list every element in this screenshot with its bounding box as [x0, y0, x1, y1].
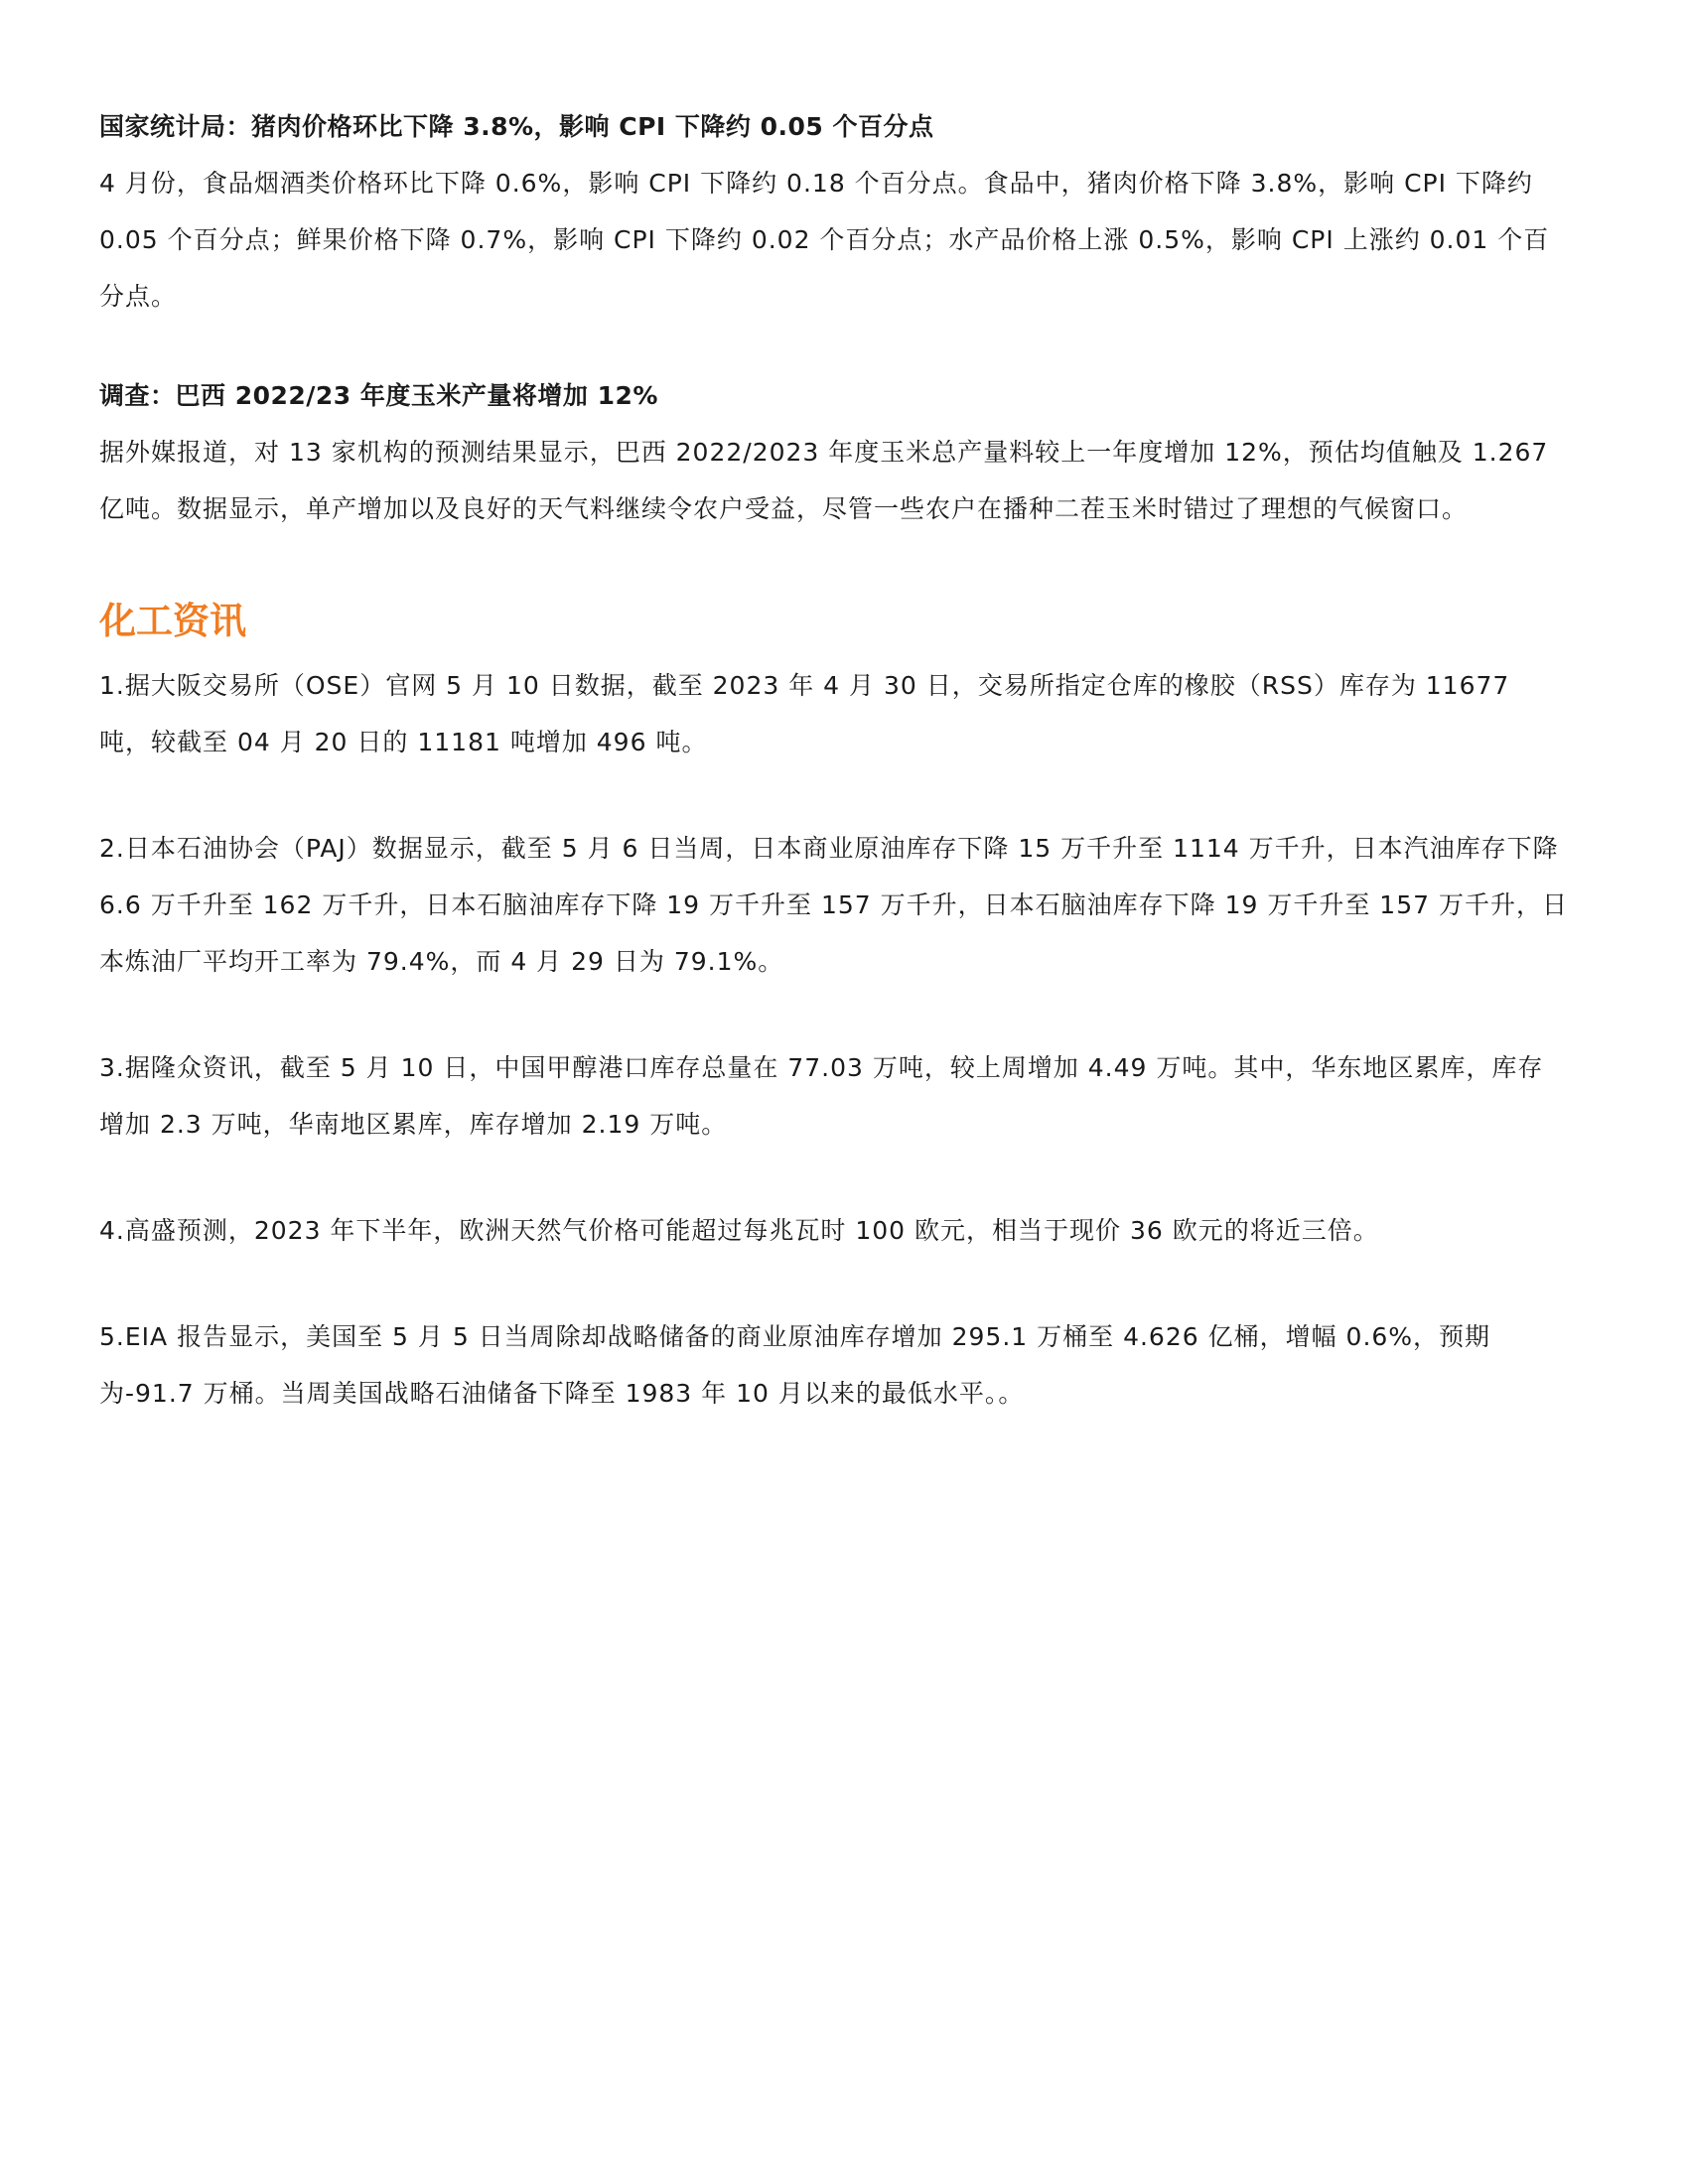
chem-news-item-2: 2.日本石油协会（PAJ）数据显示，截至 5 月 6 日当周，日本商业原油库存下降 15 万千升至 1114 万千升，日本汽油库存下降 6.6 万千升至 162 万千升，日本石脑油库存下降 19 万千升至 157 万千升，日本石脑油库存下降 19 万千升至 157 万千升，日本炼油厂平均开工率为 79.4%，而 4 月 29 日为 79.1%。 [99, 834, 1568, 976]
chem-news-item-3: 3.据隆众资讯，截至 5 月 10 日，中国甲醇港口库存总量在 77.03 万吨，较上周增加 4.49 万吨。其中，华东地区累库，库存增加 2.3 万吨，华南地区累库，库存增加 2.19 万吨。 [99, 1053, 1544, 1139]
document-page [99, 107, 1569, 1471]
chem-news-item-1: 1.据大阪交易所（OSE）官网 5 月 10 日数据，截至 2023 年 4 月 30 日，交易所指定仓库的橡胶（RSS）库存为 11677 吨，较截至 04 月 20 日的 11181 吨增加 496 吨。 [99, 671, 1510, 756]
news-item-cpi [99, 107, 1569, 325]
news-title: 调查：巴西 2022/23 年度玉米产量将增加 12% [99, 381, 658, 410]
chem-news-item-5: 5.EIA 报告显示，美国至 5 月 5 日当周除却战略储备的商业原油库存增加 295.1 万桶至 4.626 亿桶，增幅 0.6%，预期为-91.7 万桶。当周美国战略石油储备下降至 1983 年 10 月以来的最低水平。。 [99, 1322, 1491, 1408]
news-item-brazil-corn [99, 376, 1569, 537]
news-body: 据外媒报道，对 13 家机构的预测结果显示，巴西 2022/2023 年度玉米总产量料较上一年度增加 12%，预估均值触及 1.267 亿吨。数据显示，单产增加以及良好的天气料继续令农户受益，尽管一些农户在播种二茬玉米时错过了理想的气候窗口。 [99, 438, 1549, 523]
chem-news-item-4: 4.高盛预测，2023 年下半年，欧洲天然气价格可能超过每兆瓦时 100 欧元，相当于现价 36 欧元的将近三倍。 [99, 1216, 1379, 1245]
section-heading-chemical-news: 化工资讯 [99, 600, 246, 642]
news-title: 国家统计局：猪肉价格环比下降 3.8%，影响 CPI 下降约 0.05 个百分点 [99, 112, 934, 141]
news-body: 4 月份，食品烟酒类价格环比下降 0.6%，影响 CPI 下降约 0.18 个百分点。食品中，猪肉价格下降 3.8%，影响 CPI 下降约 0.05 个百分点；鲜果价格下降 0.7%，影响 CPI 下降约 0.02 个百分点；水产品价格上涨 0.5%，影响 CPI 上涨约 0.01 个百分点。 [99, 169, 1550, 311]
